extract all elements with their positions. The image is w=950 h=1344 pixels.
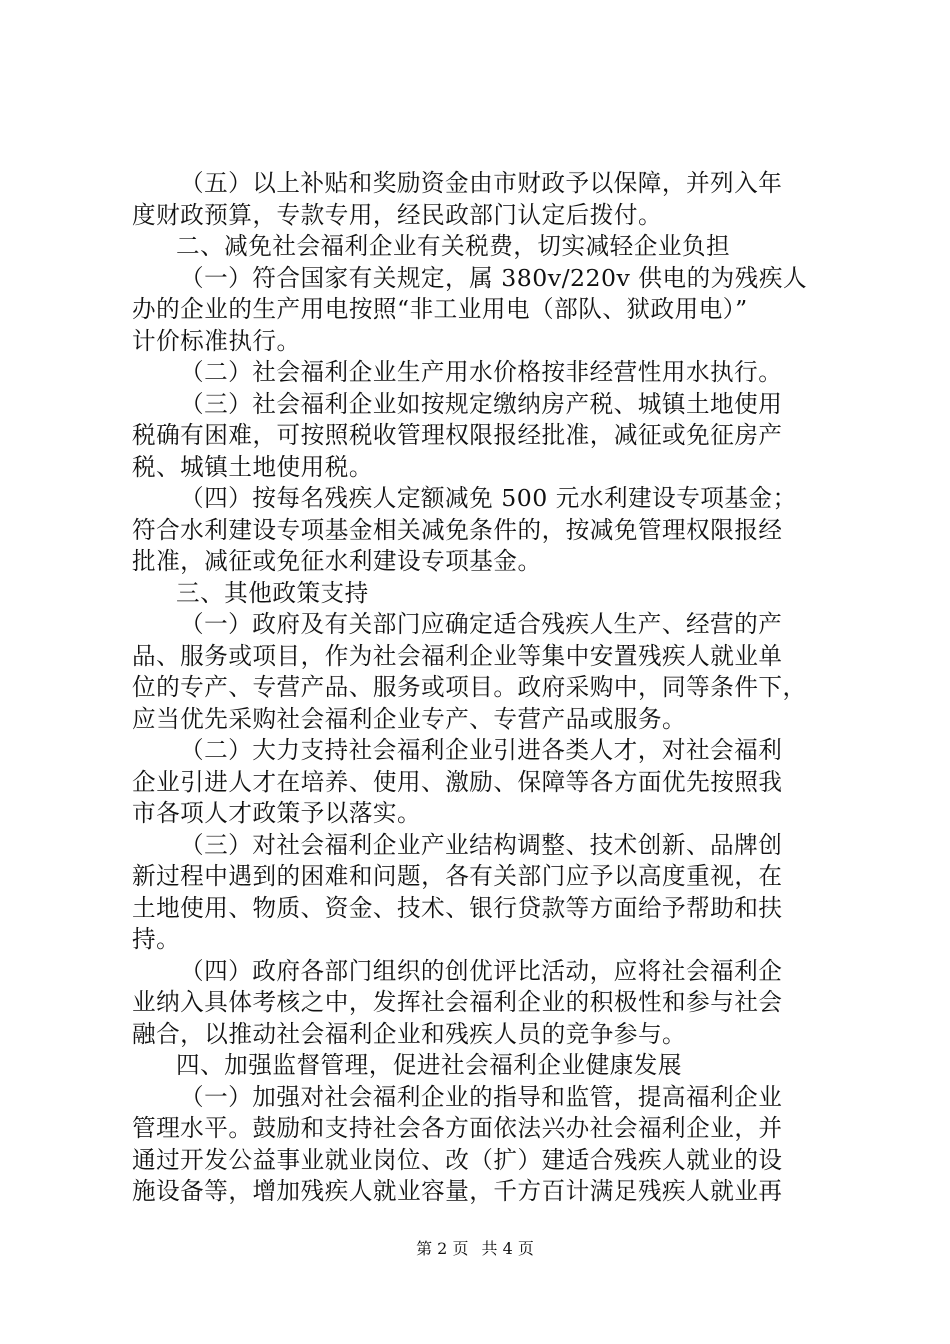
page-number: 第 2 页 — [416, 1239, 469, 1258]
text-line: 管理水平。鼓励和支持社会各方面依法兴办社会福利企业，并 — [132, 1114, 783, 1142]
text-line: 税确有困难，可按照税收管理权限报经批准，减征或免征房产 — [132, 421, 783, 449]
text-line: （一）政府及有关部门应确定适合残疾人生产、经营的产 — [180, 610, 783, 638]
text-line: （三）社会福利企业如按规定缴纳房产税、城镇土地使用 — [180, 389, 783, 418]
text-line: （四）按每名残疾人定额减免 500 元水利建设专项基金； — [180, 484, 797, 512]
text-line: 办的企业的生产用电按照“非工业用电（部队、狱政用电）” — [132, 295, 748, 323]
text-line: （三）对社会福利企业产业结构调整、技术创新、品牌创 — [180, 830, 783, 859]
section-heading: 二、减免社会福利企业有关税费，切实减轻企业负担 — [176, 232, 731, 260]
text-line: 市各项人才政策予以落实。 — [132, 799, 422, 827]
text-line: （二）社会福利企业生产用水价格按非经营性用水执行。 — [180, 358, 783, 386]
section-heading: 四、加强监督管理，促进社会福利企业健康发展 — [176, 1051, 682, 1079]
text-line: 施设备等，增加残疾人就业容量，千方百计满足残疾人就业再 — [132, 1177, 783, 1205]
text-line: 企业引进人才在培养、使用、激励、保障等各方面优先按照我 — [132, 767, 783, 796]
text-line: 新过程中遇到的困难和问题，各有关部门应予以高度重视，在 — [132, 862, 783, 890]
text-line: 融合，以推动社会福利企业和残疾人员的竞争参与。 — [132, 1019, 687, 1048]
text-line: 计价标准执行。 — [132, 326, 301, 355]
text-line: 位的专产、专营产品、服务或项目。政府采购中，同等条件下， — [132, 673, 807, 701]
text-line: 土地使用、物质、资金、技术、银行贷款等方面给予帮助和扶 — [132, 893, 783, 922]
text-line: 税、城镇土地使用税。 — [132, 452, 373, 481]
text-line: 度财政预算，专款专用，经民政部门认定后拨付。 — [132, 200, 663, 229]
text-line: 持。 — [132, 925, 181, 953]
text-line: 业纳入具体考核之中，发挥社会福利企业的积极性和参与社会 — [132, 988, 783, 1016]
text-line: 通过开发公益事业就业岗位、改（扩）建适合残疾人就业的设 — [132, 1145, 783, 1174]
text-line: 应当优先采购社会福利企业专产、专营产品或服务。 — [132, 704, 687, 733]
page-footer — [0, 1239, 950, 1259]
text-line: 符合水利建设专项基金相关减免条件的，按减免管理权限报经 — [132, 515, 783, 544]
text-line: （一）加强对社会福利企业的指导和监管，提高福利企业 — [180, 1082, 783, 1111]
text-line: （一）符合国家有关规定，属 380v/220v 供电的为残疾人 — [180, 263, 808, 292]
text-line: 批准，减征或免征水利建设专项基金。 — [132, 547, 542, 575]
text-line: 品、服务或项目，作为社会福利企业等集中安置残疾人就业单 — [132, 641, 783, 670]
section-heading: 三、其他政策支持 — [176, 578, 369, 607]
document-body — [132, 168, 832, 1208]
page-total: 共 4 页 — [481, 1239, 534, 1258]
text-line: （五）以上补贴和奖励资金由市财政予以保障，并列入年 — [180, 169, 783, 197]
text-line: （四）政府各部门组织的创优评比活动，应将社会福利企 — [180, 956, 783, 985]
text-line: （二）大力支持社会福利企业引进各类人才，对社会福利 — [180, 736, 783, 764]
